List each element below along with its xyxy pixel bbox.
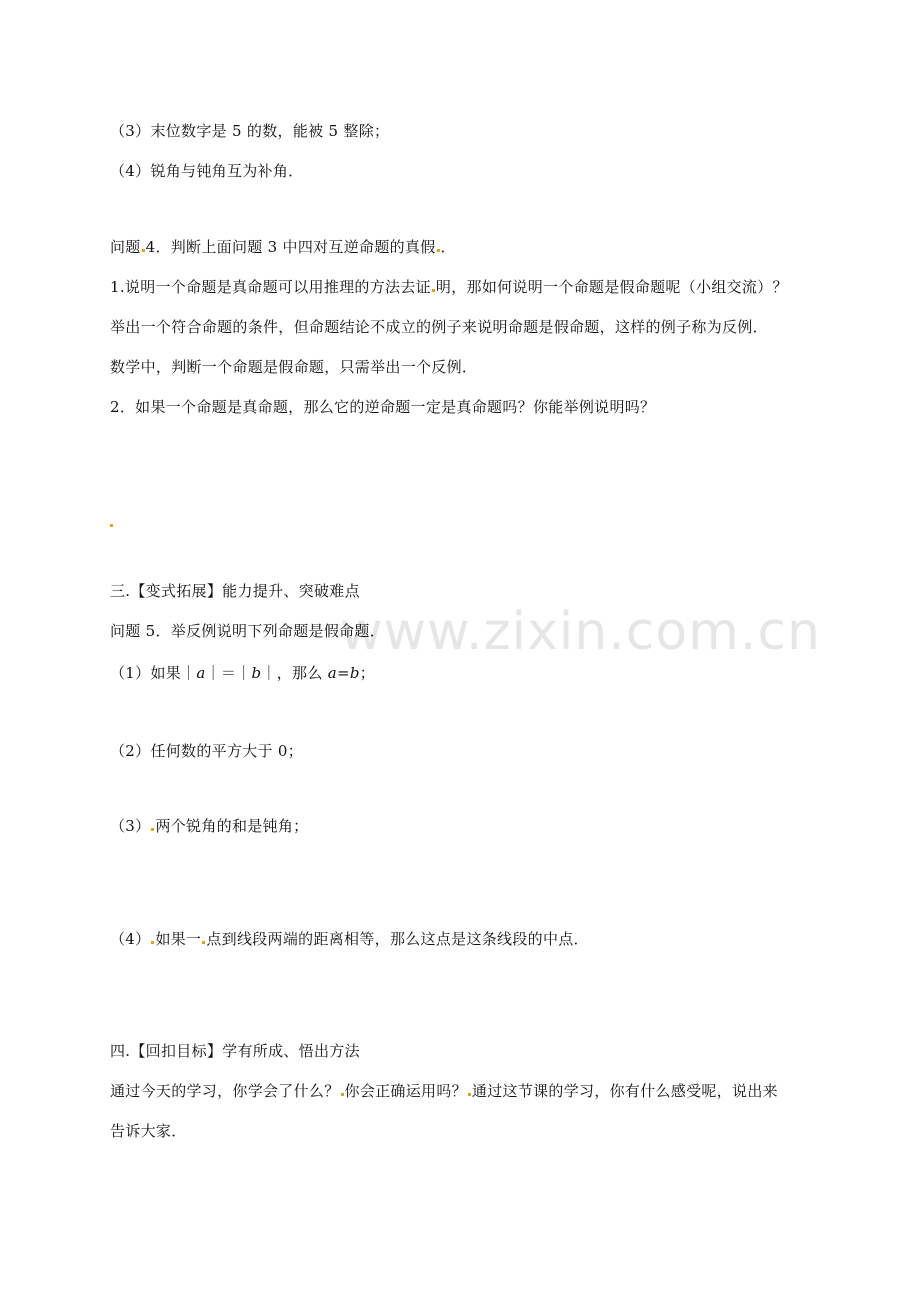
paragraph-2: 举出一个符合命题的条件，但命题结论不成立的例子来说明命题是假命题，这样的例子称为反例． [110, 318, 768, 336]
edit-mark [110, 524, 113, 527]
q5-item-4: （4） 如果一 点到线段两端的距离相等，那么这点是这条线段的中点． [110, 930, 589, 948]
section-3-heading: 三.【变式拓展】能力提升、突破难点 [110, 582, 360, 600]
edit-mark [142, 249, 145, 252]
q5-item-2: （2）任何数的平方大于 0； [110, 742, 304, 760]
section-4-heading: 四.【回扣目标】学有所成、悟出方法 [110, 1042, 360, 1060]
paragraph-1: 1.说明一个命题是真命题可以用推理的方法去证 明，那如何说明一个命题是假命题呢（小组交流）？ [110, 278, 788, 296]
closing-paragraph: 通过今天的学习，你学会了什么？ 你会正确运用吗？ 通过这节课的学习，你有什么感受呢，说出来 [110, 1082, 778, 1100]
edit-mark [432, 289, 435, 292]
edit-mark [341, 1093, 344, 1096]
paragraph-3: 数学中，判断一个命题是假命题，只需举出一个反例． [110, 358, 478, 376]
item-4: （4）锐角与钝角互为补角． [110, 162, 304, 180]
paragraph-4: 2．如果一个命题是真命题，那么它的逆命题一定是真命题吗？你能举例说明吗？ [110, 398, 656, 416]
edit-mark [468, 1093, 471, 1096]
question-4: 问题 4．判断上面问题 3 中四对互逆命题的真假 ． [110, 238, 456, 256]
edit-mark [437, 249, 440, 252]
edit-mark [202, 941, 205, 944]
edit-mark [151, 828, 154, 831]
q5-item-1: （1）如果｜a｜＝｜b｜，那么 a=b； [110, 664, 376, 682]
closing-paragraph-end: 告诉大家． [110, 1122, 187, 1140]
watermark: www.zixin.com.cn [340, 602, 821, 662]
q5-item-3: （3） 两个锐角的和是钝角； [110, 817, 309, 835]
item-3: （3）末位数字是 5 的数，能被 5 整除； [110, 122, 390, 140]
edit-mark [151, 941, 154, 944]
question-5: 问题 5．举反例说明下列命题是假命题． [110, 622, 386, 640]
